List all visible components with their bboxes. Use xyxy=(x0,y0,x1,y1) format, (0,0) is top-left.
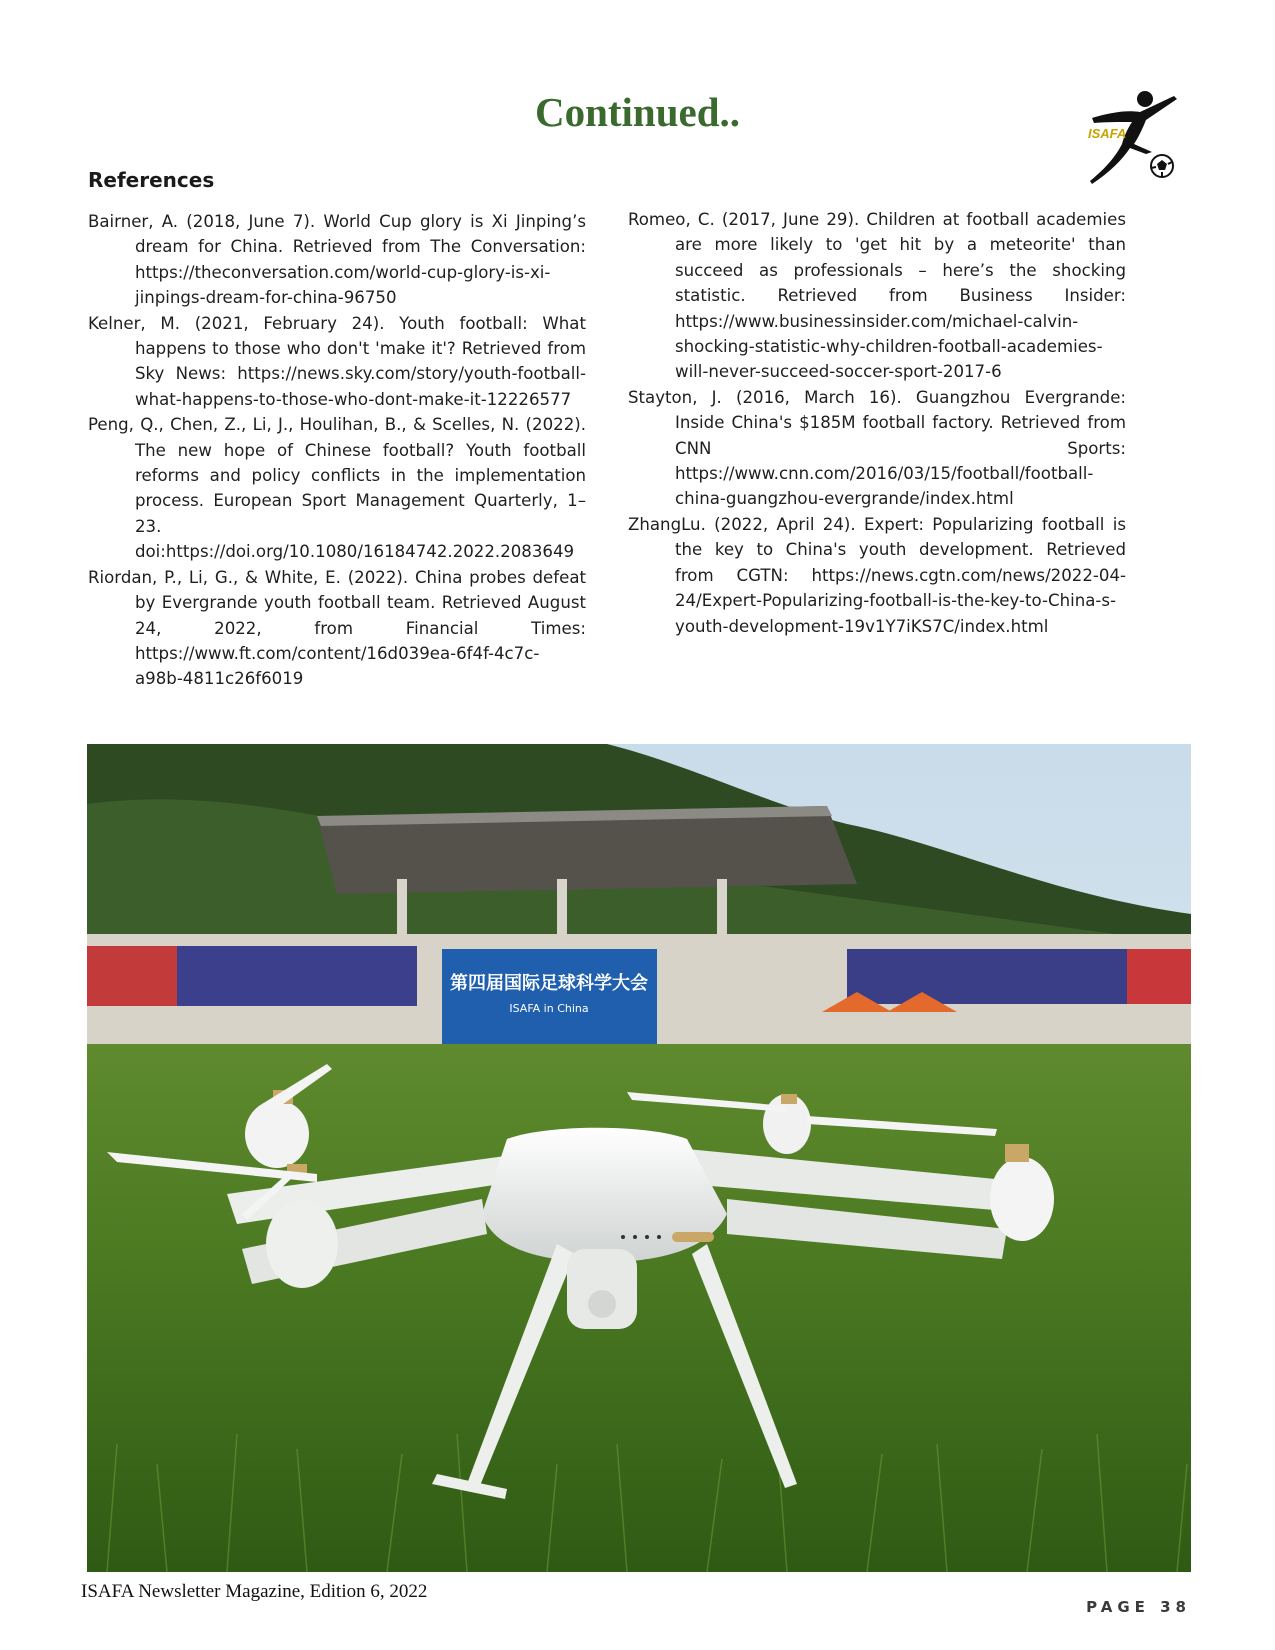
reference-entry: Bairner, A. (2018, June 7). World Cup glory is Xi Jinping’s dream for China. Retrieved from The Conversation: https://theconversation.com/world-cup-glory-is-xi-jinpings-dream-for-china-96750 xyxy=(88,212,586,308)
reference-entry: Romeo, C. (2017, June 29). Children at football academies are more likely to 'get hit by a meteorite' than succeed as professionals – here’s the shocking statistic. Retrieved from Business Insider: https://www.businessinsider.com/michael-calvin-shocking-statistic-why-children-football-academies-will-never-succeed-soccer-sport-2017-6 xyxy=(628,210,1126,382)
reference-entry: Riordan, P., Li, G., & White, E. (2022). China probes defeat by Evergrande youth football team. Retrieved August 24, 2022, from Financial Times: https://www.ft.com/content/16d039ea-6f4f-4c7c-a98b-4811c26f6019 xyxy=(88,567,586,689)
page-title: Continued.. xyxy=(534,89,741,135)
publication-footer: ISAFA Newsletter Magazine, Edition 6, 2022 xyxy=(81,1581,428,1602)
reference-entry: Kelner, M. (2021, February 24). Youth football: What happens to those who don't 'make it'? Retrieved from Sky News: https://news.sky.com/story/youth-football-what-happens-to-those-who-dont-make-it-12226577 xyxy=(88,313,586,409)
references-heading: References xyxy=(88,168,215,192)
reference-entry: Peng, Q., Chen, Z., Li, J., Houlihan, B., & Scelles, N. (2022). The new hope of Chinese football? Youth football reforms and policy conflicts in the implementation process. European Sport Management Quarterly, 1–23. doi:https://doi.org/10.1080/16184742.2022.2083649 xyxy=(88,415,586,562)
reference-entry: ZhangLu. (2022, April 24). Expert: Popularizing football is the key to China's youth development. Retrieved from CGTN: https://news.cgtn.com/news/2022-04-24/Expert-Popularizing-football-is-the-key-to-China-s-youth-development-19v1Y7iKS7C/index.html xyxy=(628,514,1126,636)
banner-chinese-text: 第四届国际足球科学大会 xyxy=(450,973,648,994)
drone-stadium-photo xyxy=(87,744,1191,1572)
logo-text: ISAFA xyxy=(1088,126,1127,141)
references-right-column xyxy=(628,207,1126,639)
reference-entry: Stayton, J. (2016, March 16). Guangzhou Evergrande: Inside China's $185M football factory. Retrieved from CNN Sports: https://www.cnn.com/2016/03/15/football/football-china-guangzhou-evergrande/index.html xyxy=(628,387,1126,509)
page-number: PAGE 38 xyxy=(1086,1598,1191,1616)
references-left-column xyxy=(88,209,586,692)
isafa-logo xyxy=(1082,90,1182,186)
banner-english-text: ISAFA in China xyxy=(509,1002,589,1015)
